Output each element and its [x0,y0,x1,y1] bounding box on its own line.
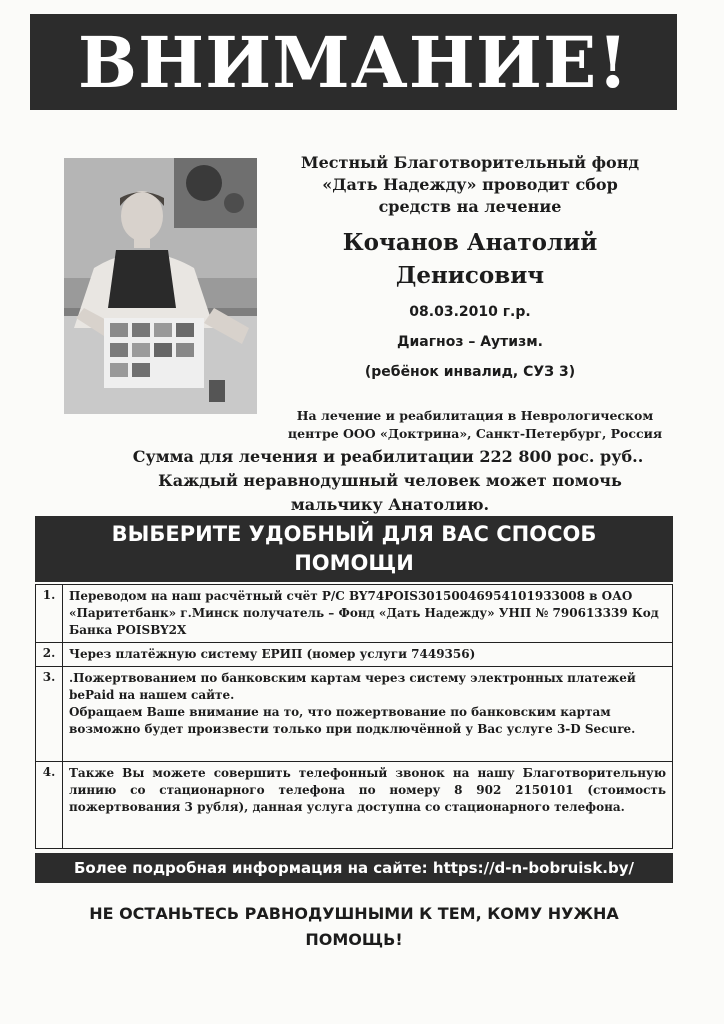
method-text: Через платёжную систему ЕРИП (номер услуги 7449356) [63,643,673,667]
diagnosis: Диагноз – Аутизм. [397,334,543,350]
fund-description: Местный Благотворительный фонд «Дать Надежду» проводит сбор средств на лечение [300,153,640,216]
website-info-bar [35,853,673,883]
method-number: 1. [36,585,63,643]
appeal-text: Каждый неравнодушный человек может помочь мальчику Анатолию. [158,471,622,514]
table-row [36,643,673,667]
closing-appeal: НЕ ОСТАНЬТЕСЬ РАВНОДУШНЫМИ К ТЕМ, КОМУ НУЖНА ПОМОЩЬ! [89,904,619,949]
disability-status: (ребёнок инвалид, СУЗ 3) [364,364,576,380]
child-name: Кочанов Анатолий Денисович [342,229,598,289]
table-row [36,667,673,762]
method-text: Также Вы можете совершить телефонный звонок на нашу Благотворительную линию со стационарного телефона по номеру 8 902 2150101 (стоимость пожертвования 3 рубля), данная услуга доступна со стационарного телефона. [63,762,673,849]
method-number: 3. [36,667,63,762]
attention-banner [30,14,677,110]
attention-title: ВНИМАНИЕ! [77,20,630,104]
method-number: 2. [36,643,63,667]
help-methods-table [35,584,673,849]
method-text: Переводом на наш расчётный счёт Р/С BY74POIS30150046954101933008 в ОАО «Паритетбанк» г.Минск получатель – Фонд «Дать Надежду» УНП № 790613339 Код Банка POISBY2X [63,585,673,643]
website-info-text: Более подробная информация на сайте: https://d-n-bobruisk.by/ [73,859,635,877]
treatment-sum: Сумма для лечения и реабилитации 222 800 рос. руб.. [132,447,644,466]
birth-date: 08.03.2010 г.р. [409,304,531,320]
treatment-info: На лечение и реабилитация в Неврологическом центре ООО «Доктрина», Санкт-Петербург, Россия [287,408,663,441]
table-row [36,585,673,643]
method-text: .Пожертвованием по банковским картам через систему электронных платежей bePaid на нашем сайте. Обращаем Ваше внимание на то, что пожертвование по банковским картам возможно будет произвести только при подключённой у Вас услуге 3-D Secure. [63,667,673,762]
methods-header: ВЫБЕРИТЕ УДОБНЫЙ ДЛЯ ВАС СПОСОБ ПОМОЩИ [35,516,673,582]
method-number: 4. [36,762,63,849]
table-row [36,762,673,849]
intro-block [270,150,670,380]
child-photo [64,158,257,414]
